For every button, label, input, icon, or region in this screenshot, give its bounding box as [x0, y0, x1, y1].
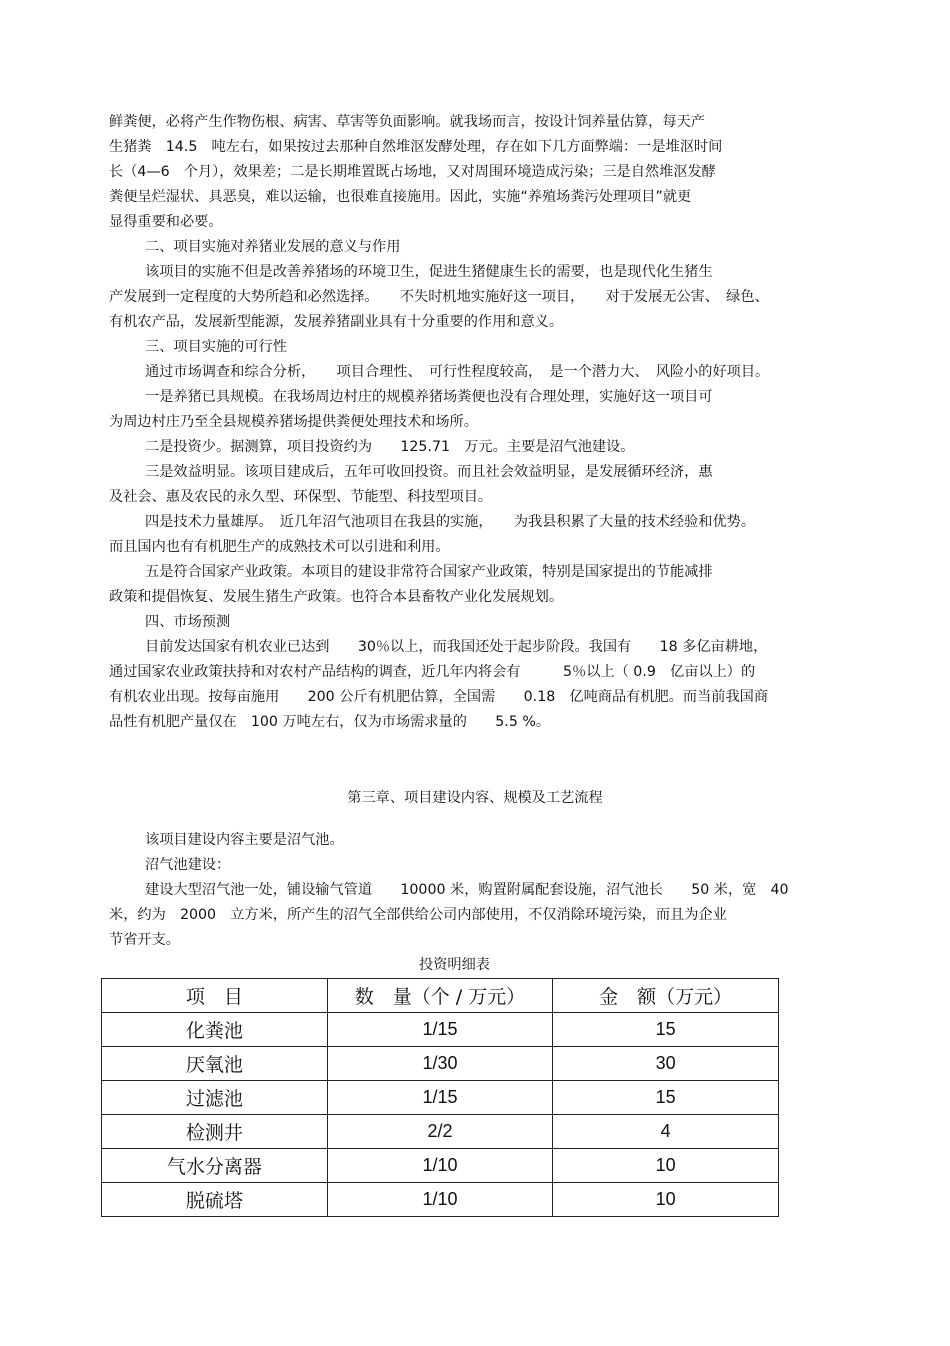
cell-quantity: 1/10	[327, 1183, 553, 1217]
cell-amount: 4	[553, 1115, 779, 1149]
paragraph-line: 产发展到一定程度的大势所趋和必然选择。 不失时机地实施好这一项目， 对于发展无公害、 绿色、	[109, 289, 769, 305]
table-row	[102, 1081, 779, 1115]
column-header-amount: 金 额（万元）	[553, 979, 779, 1013]
table-row	[102, 1183, 779, 1217]
paragraph-line: 长（4—6 个月），效果差；二是长期堆置既占场地，又对周围环境造成污染；三是自然堆沤发酵	[109, 164, 716, 180]
cell-item: 脱硫塔	[102, 1183, 328, 1217]
paragraph-line: 四是技术力量雄厚。 近几年沼气池项目在我县的实施， 为我县积累了大量的技术经验和优势。	[145, 514, 756, 530]
cell-item: 过滤池	[102, 1081, 328, 1115]
paragraph-line: 为周边村庄乃至全县规模养猪场提供粪便处理技术和场所。	[109, 414, 478, 430]
cell-amount: 15	[553, 1013, 779, 1047]
paragraph-line: 而且国内也有有机肥生产的成熟技术可以引进和利用。	[109, 539, 450, 555]
paragraph-line: 及社会、惠及农民的永久型、环保型、节能型、科技型项目。	[109, 489, 493, 505]
investment-table	[101, 978, 779, 1217]
column-header-item: 项 目	[102, 979, 328, 1013]
cell-item: 检测井	[102, 1115, 328, 1149]
paragraph-line: 粪便呈烂湿状、具恶臭，难以运输，也很难直接施用。因此，实施“养殖场粪污处理项目”就更	[109, 189, 692, 205]
paragraph-line: 品性有机肥产量仅在 100 万吨左右，仅为市场需求量的 5.5 %。	[109, 714, 551, 730]
table-row	[102, 1149, 779, 1183]
section-heading: 三、项目实施的可行性	[145, 339, 287, 355]
cell-item: 化粪池	[102, 1013, 328, 1047]
paragraph-line: 有机农业出现。按每亩施用 200 公斤有机肥估算，全国需 0.18 亿吨商品有机肥。而当前我国商	[109, 689, 769, 705]
table-row	[102, 1115, 779, 1149]
cell-item: 厌氧池	[102, 1047, 328, 1081]
chapter-title: 第三章、项目建设内容、规模及工艺流程	[347, 790, 603, 806]
cell-item: 气水分离器	[102, 1149, 328, 1183]
paragraph-line: 沼气池建设：	[145, 857, 231, 873]
cell-quantity: 1/15	[327, 1013, 553, 1047]
paragraph-line: 生猪粪 14.5 吨左右，如果按过去那种自然堆沤发酵处理，存在如下几方面弊端：一是堆沤时间	[109, 139, 723, 155]
paragraph-line: 五是符合国家产业政策。本项目的建设非常符合国家产业政策，特别是国家提出的节能减排	[145, 564, 713, 580]
cell-quantity: 1/10	[327, 1149, 553, 1183]
cell-quantity: 2/2	[327, 1115, 553, 1149]
table-row	[102, 1047, 779, 1081]
cell-amount: 10	[553, 1183, 779, 1217]
paragraph-line: 政策和提倡恢复、发展生猪生产政策。也符合本县畜牧产业化发展规划。	[109, 589, 564, 605]
paragraph-line: 二是投资少。据测算，项目投资约为 125.71 万元。主要是沼气池建设。	[145, 439, 635, 455]
cell-amount: 15	[553, 1081, 779, 1115]
table-row	[102, 1013, 779, 1047]
paragraph-line: 建设大型沼气池一处，铺设输气管道 10000 米，购置附属配套设施，沼气池长 50 米，宽 40	[145, 882, 789, 898]
cell-amount: 30	[553, 1047, 779, 1081]
paragraph-line: 目前发达国家有机农业已达到 30％以上，而我国还处于起步阶段。我国有 18 多亿亩耕地，	[145, 639, 768, 655]
section-heading: 四、市场预测	[145, 614, 231, 630]
paragraph-line: 该项目建设内容主要是沼气池。	[145, 832, 344, 848]
paragraph-line: 三是效益明显。该项目建成后，五年可收回投资。而且社会效益明显，是发展循环经济，惠	[145, 464, 713, 480]
paragraph-line: 节省开支。	[109, 932, 180, 948]
cell-quantity: 1/15	[327, 1081, 553, 1115]
table-header-row	[102, 979, 779, 1013]
paragraph-line: 米，约为 2000 立方米，所产生的沼气全部供给公司内部使用，不仅消除环境污染，而且为企业	[109, 907, 727, 923]
paragraph-line: 鲜粪便，必将产生作物伤根、病害、草害等负面影响。就我场而言，按设计饲养量估算，每天产	[109, 114, 705, 130]
cell-quantity: 1/30	[327, 1047, 553, 1081]
column-header-quantity: 数 量（个 / 万元）	[327, 979, 553, 1013]
paragraph-line: 显得重要和必要。	[109, 214, 223, 230]
paragraph-line: 一是养猪已具规模。在我场周边村庄的规模养猪场粪便也没有合理处理，实施好这一项目可	[145, 389, 713, 405]
paragraph-line: 通过国家农业政策扶持和对农村产品结构的调查，近几年内将会有 5％以上（ 0.9 亿亩以上）的	[109, 664, 756, 680]
table-caption: 投资明细表	[419, 957, 490, 973]
paragraph-line: 该项目的实施不但是改善养猪场的环境卫生，促进生猪健康生长的需要，也是现代化生猪生	[145, 264, 713, 280]
paragraph-line: 有机农产品，发展新型能源，发展养猪副业具有十分重要的作用和意义。	[109, 314, 564, 330]
section-heading: 二、项目实施对养猪业发展的意义与作用	[145, 239, 401, 255]
cell-amount: 10	[553, 1149, 779, 1183]
paragraph-line: 通过市场调查和综合分析， 项目合理性、 可行性程度较高， 是一个潜力大、 风险小的好项目。	[145, 364, 770, 380]
